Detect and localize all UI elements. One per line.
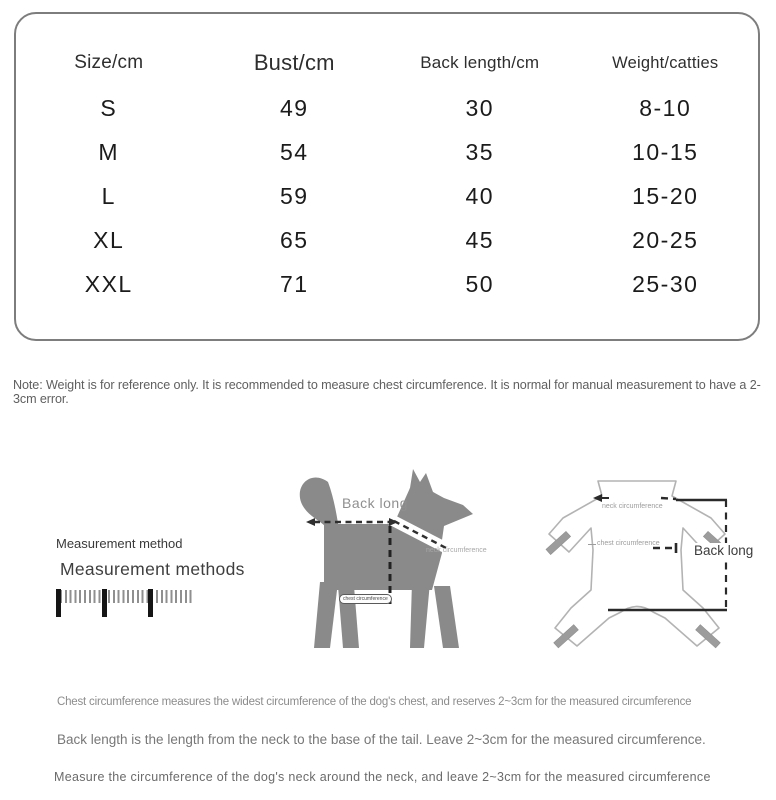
garment-outline-icon <box>545 466 758 671</box>
dog-back-long-label: Back long <box>342 495 408 511</box>
ruler-ticks <box>60 590 194 603</box>
cell-back-length: 40 <box>465 182 495 209</box>
weight-note-text: Note: Weight is for reference only. It is recommended to measure chest circumference. It is normal for manual measurement to have a 2-3cm error. <box>13 378 761 406</box>
garment-neck-circumference-label: neck circumference <box>602 503 663 510</box>
dog-chest-circumference-badge: chest circumference <box>339 594 392 604</box>
ruler-major-mark <box>56 589 61 617</box>
footnote-chest-circumference: Chest circumference measures the widest circumference of the dog's chest, and reserves 2~3cm for the measured circumference <box>57 696 692 708</box>
measurement-methods-title: Measurement methods <box>60 559 245 579</box>
garment-back-long-label: Back long <box>694 543 754 558</box>
cell-weight: 25-30 <box>632 270 699 297</box>
cell-back-length: 30 <box>465 94 495 121</box>
header-bust: Bust/cm <box>253 50 335 75</box>
size-table-card <box>14 12 760 341</box>
footnote-neck-circumference: Measure the circumference of the dog's neck around the neck, and leave 2~3cm for the measured circumference <box>54 770 711 784</box>
header-weight: Weight/catties <box>612 53 719 72</box>
footnote-back-length: Back length is the length from the neck to the base of the tail. Leave 2~3cm for the measured circumference. <box>57 732 706 747</box>
ruler-major-mark <box>148 589 153 617</box>
cell-back-length: 35 <box>465 138 495 165</box>
cell-size: L <box>101 182 116 209</box>
cell-size: XL <box>93 226 125 253</box>
cell-weight: 15-20 <box>632 182 699 209</box>
ruler-icon <box>56 589 196 618</box>
cell-bust: 71 <box>279 270 309 297</box>
table-row <box>16 262 758 306</box>
cell-bust: 59 <box>279 182 309 209</box>
chest-leader-line <box>588 544 596 545</box>
size-table-header-row <box>16 42 758 84</box>
dog-silhouette-icon <box>292 458 487 653</box>
header-back-length: Back length/cm <box>420 53 540 72</box>
cell-size: XXL <box>84 270 133 297</box>
cell-weight: 10-15 <box>632 138 699 165</box>
garment-chest-circumference-label: chest circumference <box>597 540 660 547</box>
table-row <box>16 174 758 218</box>
dog-neck-circumference-label: neck circumference <box>426 547 487 554</box>
table-row <box>16 130 758 174</box>
table-row <box>16 218 758 262</box>
cell-bust: 49 <box>279 94 309 121</box>
ruler-major-mark <box>102 589 107 617</box>
cell-bust: 65 <box>279 226 309 253</box>
cell-back-length: 50 <box>465 270 495 297</box>
cell-weight: 8-10 <box>639 94 692 121</box>
table-row <box>16 86 758 130</box>
cell-size: S <box>100 94 118 121</box>
cell-size: M <box>98 138 120 165</box>
cell-weight: 20-25 <box>632 226 699 253</box>
header-size: Size/cm <box>74 52 144 73</box>
cell-bust: 54 <box>279 138 309 165</box>
measurement-method-label: Measurement method <box>56 536 183 551</box>
cell-back-length: 45 <box>465 226 495 253</box>
